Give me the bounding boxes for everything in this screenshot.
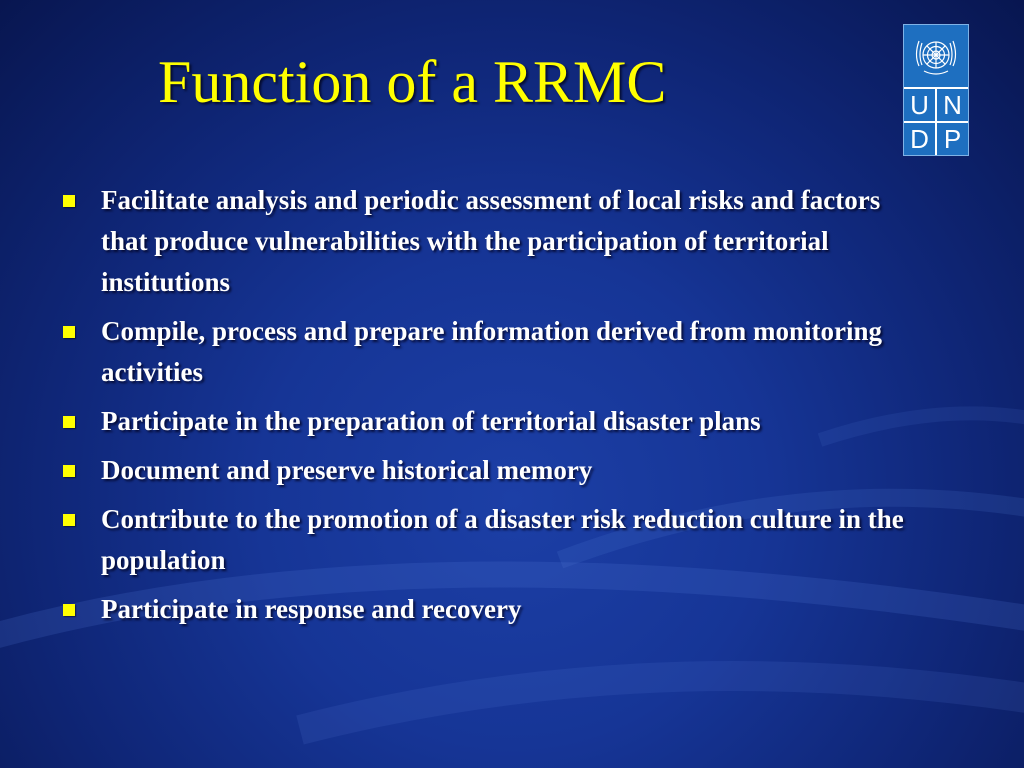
bullet-item [60, 401, 930, 442]
bullet-text: Compile, process and prepare information derived from monitoring activities [101, 316, 882, 387]
un-emblem-icon [904, 25, 968, 87]
square-bullet-icon [63, 604, 75, 616]
logo-letter-n: N [936, 87, 968, 121]
bullet-item [60, 450, 930, 491]
slide-title: Function of a RRMC [158, 49, 667, 115]
logo-letter-p: P [936, 121, 968, 155]
square-bullet-icon [63, 326, 75, 338]
bullet-text: Document and preserve historical memory [101, 455, 593, 485]
square-bullet-icon [63, 416, 75, 428]
bullet-item [60, 311, 930, 393]
square-bullet-icon [63, 195, 75, 207]
square-bullet-icon [63, 514, 75, 526]
logo-letter-d: D [904, 121, 936, 155]
logo-letter-u: U [904, 87, 936, 121]
bullet-text: Participate in response and recovery [101, 594, 522, 624]
bullet-text: Facilitate analysis and periodic assessment of local risks and factors that produce vulnerabilities with the participation of territorial institutions [101, 185, 881, 297]
bullet-list [60, 180, 930, 638]
undp-logo [903, 24, 969, 156]
bullet-item [60, 589, 930, 630]
square-bullet-icon [63, 465, 75, 477]
bullet-text: Participate in the preparation of territorial disaster plans [101, 406, 761, 436]
bullet-item [60, 180, 930, 303]
bullet-item [60, 499, 930, 581]
bullet-text: Contribute to the promotion of a disaster risk reduction culture in the population [101, 504, 904, 575]
